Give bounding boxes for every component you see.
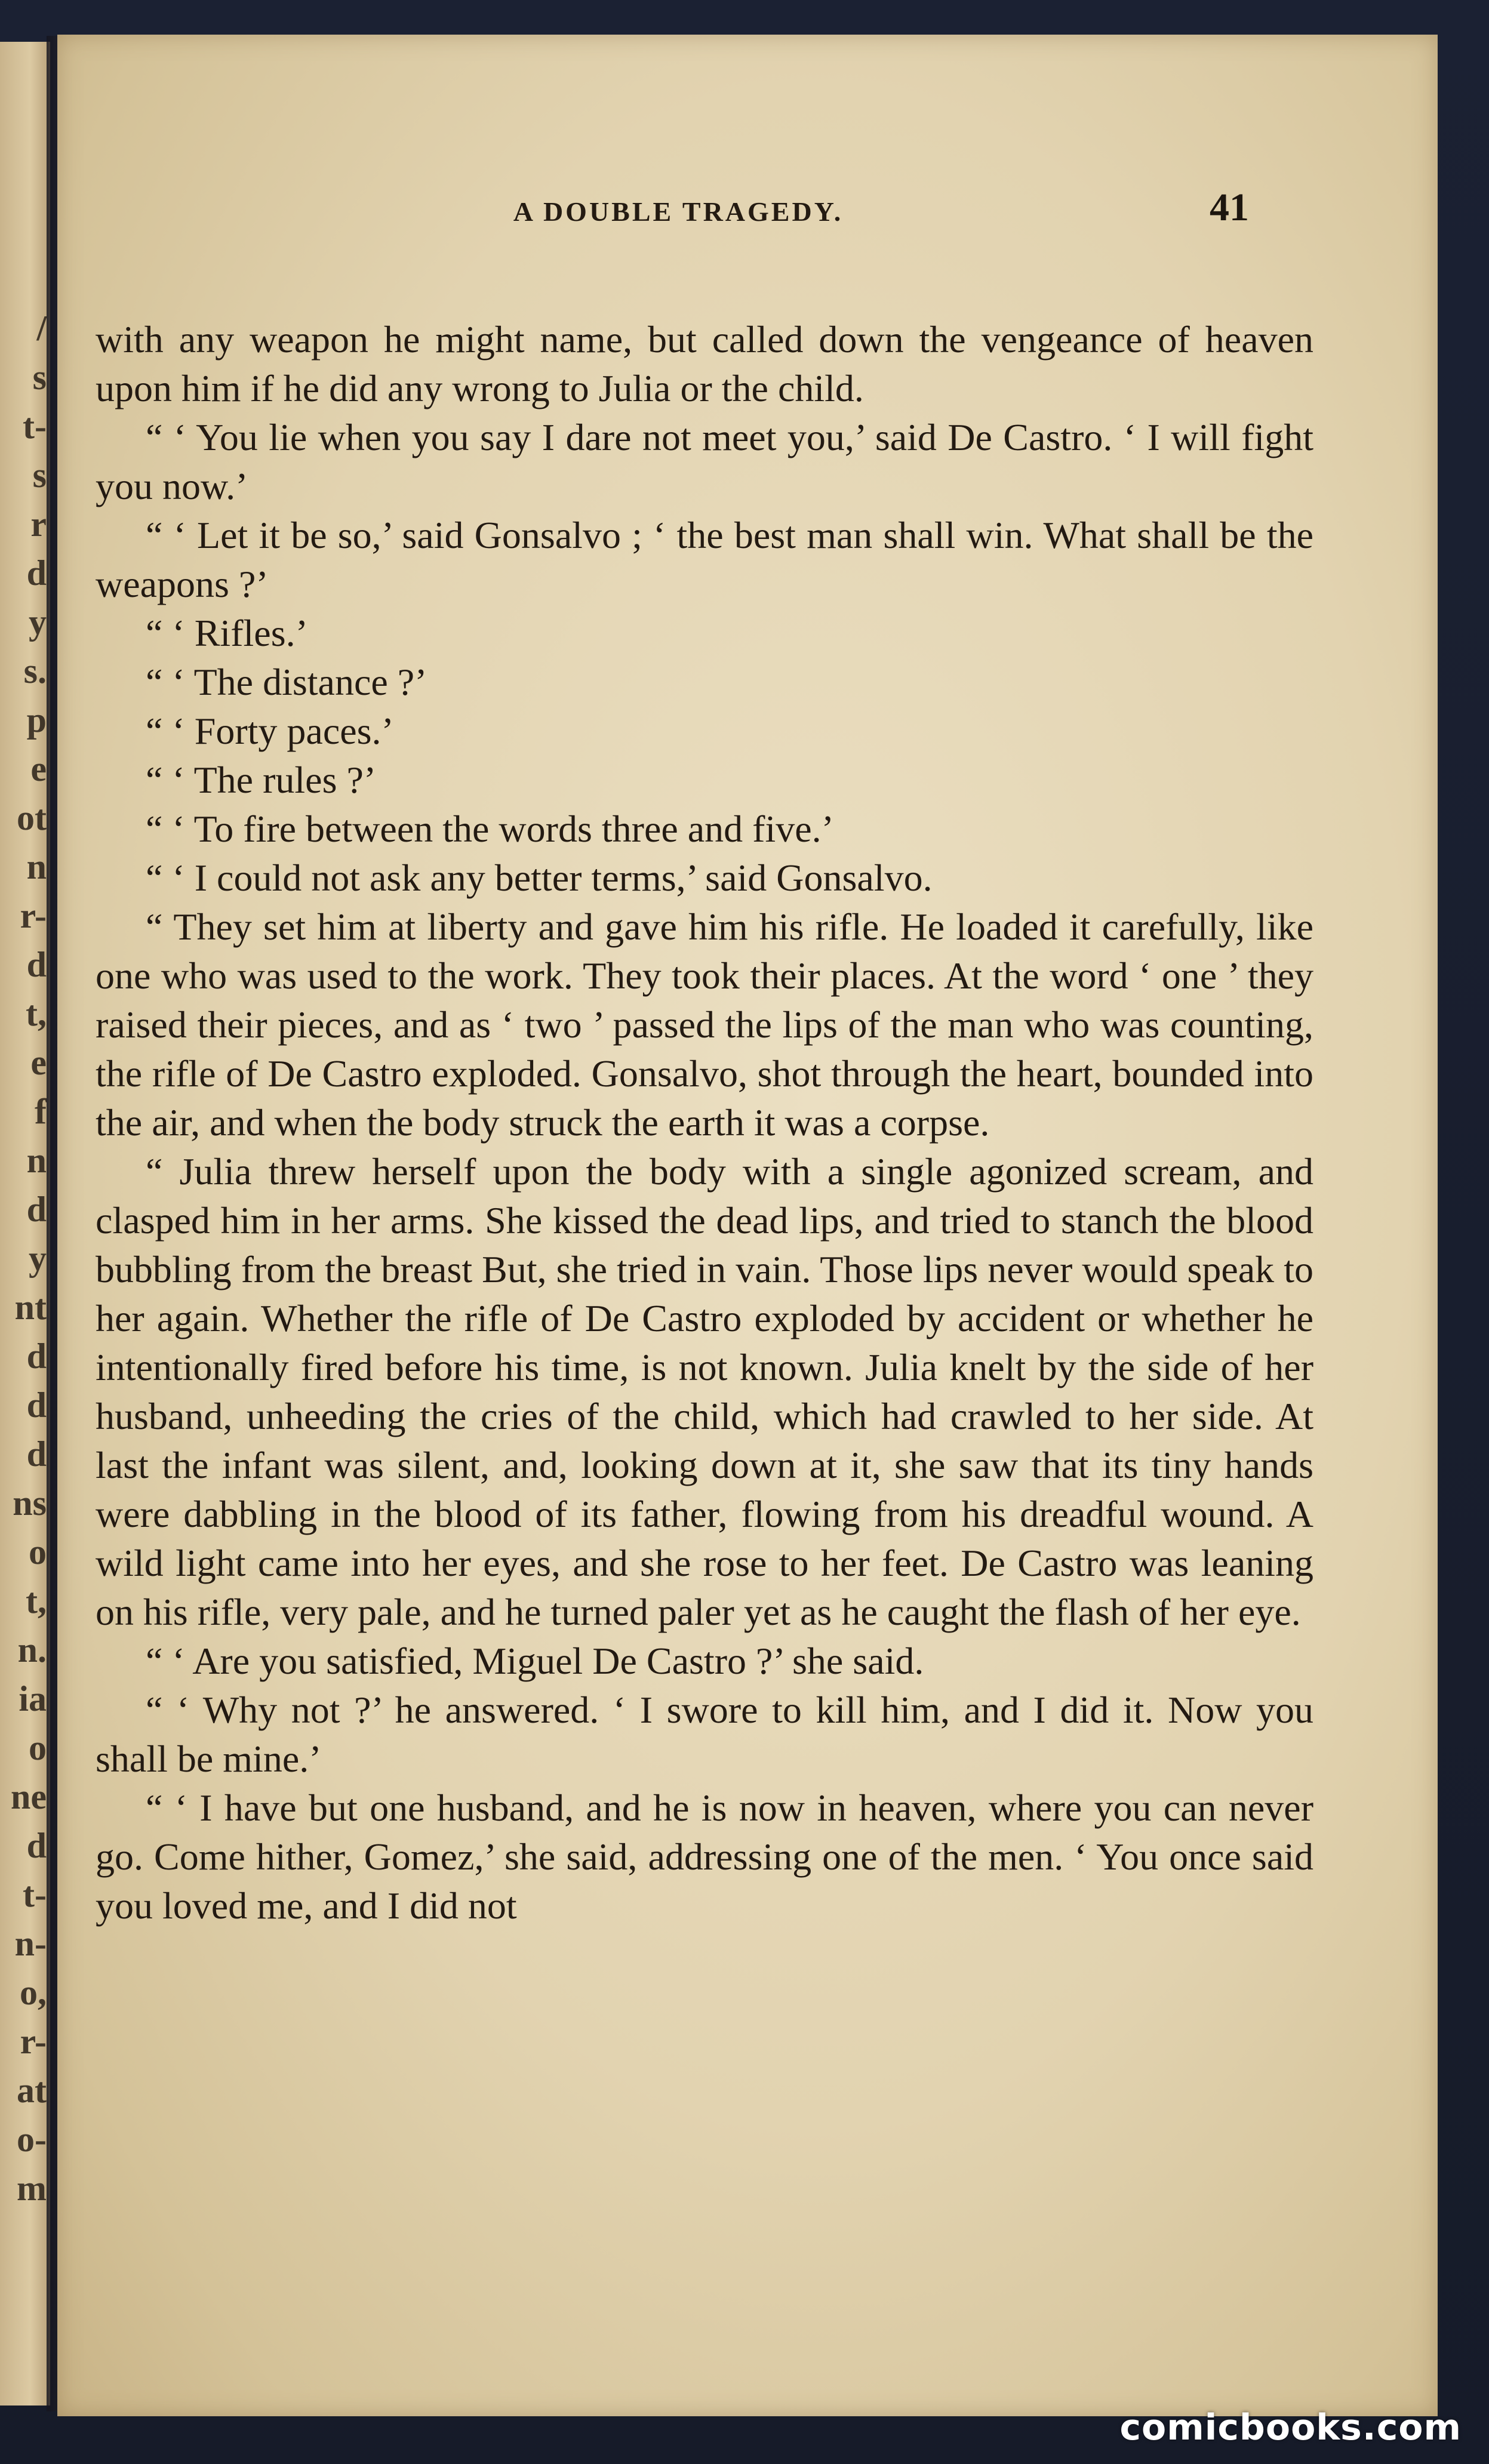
prev-page-fragment: o- — [17, 2120, 47, 2159]
prev-page-fragment: ot — [17, 798, 47, 837]
prev-page-fragment: p — [26, 700, 47, 740]
previous-page-edge — [0, 42, 50, 2406]
book-page — [57, 35, 1438, 2416]
prev-page-fragment: f — [35, 1092, 47, 1131]
prev-page-fragment: n — [26, 847, 47, 886]
prev-page-fragment: t- — [23, 406, 47, 446]
paragraph: “ ‘ I have but one husband, and he is now in heaven, where you can never go. Come hither, Gomez,’ she said, addressing one of the men. ‘ You once said you loved me, and I did not — [96, 1787, 1313, 1927]
paragraph: “ They set him at liberty and gave him his rifle. He loaded it carefully, like one who was used to the work. They took their places. At the word ‘ one ’ they raised their pieces, and as ‘ two ’ passed the lips of the man who was counting, the rifle of De Castro exploded. Gonsalvo, shot through the heart, bounded into the air, and when the body struck the earth it was a corpse. — [96, 905, 1313, 1144]
prev-page-fragment: d — [26, 1385, 47, 1425]
prev-page-fragment: m — [17, 2169, 47, 2208]
prev-page-fragment: at — [17, 2071, 47, 2110]
prev-page-fragment: o — [29, 1728, 47, 1767]
prev-page-fragment: r- — [20, 896, 47, 935]
prev-page-fragment: ns — [13, 1483, 47, 1523]
paragraph: “ Julia threw herself upon the body with a single agonized scream, and clasped him in her arms. She kissed the dead lips, and tried to stanch the blood bubbling from the breast But, she tried in vain. Those lips never would speak to her again. Whether the rifle of De Castro exploded by accident or whether he intentionally fired before his time, is not known. Julia knelt by the side of her husband, unheeding the cries of the child, which had crawled to her side. At last the infant was silent, and, looking down at it, she saw that its tiny hands were dabbling in the blood of its father, flowing from his dreadful wound. A wild light came into her eyes, and she rose to her feet. De Castro was leaning on his rifle, very pale, and he turned paler yet as he caught the flash of her eye. — [96, 1150, 1313, 1633]
prev-page-fragment: y — [29, 1239, 47, 1278]
paragraph: “ ‘ The distance ?’ — [146, 661, 427, 703]
paragraph: “ ‘ Rifles.’ — [146, 612, 308, 654]
prev-page-fragment: s. — [23, 651, 47, 691]
paragraph: with any weapon he might name, but called down the vengeance of heaven upon him if he did any wrong to Julia or the child. — [96, 318, 1313, 409]
body-text — [96, 315, 1313, 1930]
prev-page-fragment: e — [30, 1043, 47, 1082]
prev-page-fragment: o, — [20, 1973, 47, 2012]
prev-page-fragment: o — [29, 1532, 47, 1572]
prev-page-fragment: ia — [19, 1679, 47, 1718]
paragraph: “ ‘ To fire between the words three and five.’ — [146, 808, 834, 850]
paragraph: “ ‘ Let it be so,’ said Gonsalvo ; ‘ the best man shall win. What shall be the weapons ?’ — [96, 514, 1313, 605]
prev-page-fragment: nt — [14, 1288, 47, 1327]
prev-page-fragment: t, — [26, 994, 47, 1033]
prev-page-fragment: ne — [11, 1777, 47, 1816]
prev-page-fragment: t- — [23, 1875, 47, 1914]
page-number: 41 — [1210, 186, 1249, 229]
prev-page-fragment: d — [26, 1434, 47, 1474]
prev-page-fragment: / — [36, 309, 47, 348]
prev-page-fragment: d — [26, 1336, 47, 1376]
prev-page-fragment: s — [32, 455, 47, 495]
prev-page-fragment: n. — [17, 1630, 47, 1670]
prev-page-fragment: d — [26, 1826, 47, 1865]
prev-page-fragment: y — [29, 602, 47, 642]
running-head: A DOUBLE TRAGEDY. — [513, 196, 844, 227]
prev-page-fragment: n- — [14, 1924, 47, 1963]
prev-page-fragment: r- — [20, 2022, 47, 2061]
prev-page-fragment: t, — [26, 1581, 47, 1621]
paragraph: “ ‘ Are you satisfied, Miguel De Castro ?’ she said. — [146, 1640, 924, 1682]
prev-page-fragment: d — [26, 553, 47, 593]
prev-page-fragment: d — [26, 945, 47, 984]
paragraph: “ ‘ Forty paces.’ — [146, 710, 394, 752]
prev-page-fragment: r — [30, 504, 47, 544]
prev-page-fragment: e — [30, 749, 47, 789]
paragraph: “ ‘ Why not ?’ he answered. ‘ I swore to kill him, and I did it. Now you shall be mine.’ — [96, 1689, 1313, 1780]
prev-page-fragment: d — [26, 1190, 47, 1229]
prev-page-fragment: s — [32, 358, 47, 397]
paragraph: “ ‘ The rules ?’ — [146, 759, 377, 801]
paragraph: “ ‘ I could not ask any better terms,’ said Gonsalvo. — [146, 857, 933, 899]
paragraph: “ ‘ You lie when you say I dare not meet you,’ said De Castro. ‘ I will fight you now.’ — [96, 416, 1313, 507]
site-watermark: comicbooks.com — [1119, 2407, 1462, 2448]
prev-page-fragment: n — [26, 1141, 47, 1180]
